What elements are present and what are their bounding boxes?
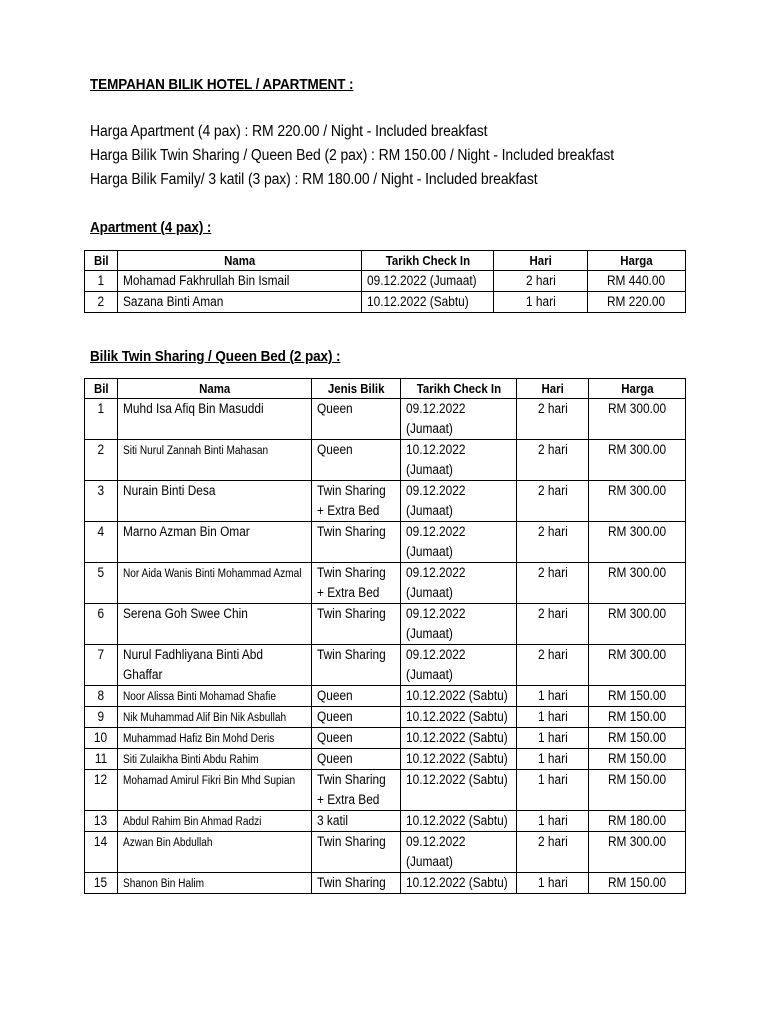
cell-hari: 2 hari: [517, 440, 589, 481]
table-row: [85, 728, 686, 749]
cell-harga: RM 300.00: [589, 604, 686, 645]
cell-bil: 4: [85, 522, 118, 563]
cell-tarikh: 10.12.2022 (Sabtu): [401, 770, 517, 811]
cell-jenis-bilik: Twin Sharing + Extra Bed: [312, 563, 401, 604]
cell-nama: Marno Azman Bin Omar: [118, 522, 312, 563]
header-hari: Hari: [494, 251, 588, 271]
cell-jenis-bilik: Queen: [312, 440, 401, 481]
cell-tarikh: 10.12.2022 (Sabtu): [401, 873, 517, 894]
cell-nama: Nurul Fadhliyana Binti Abd Ghaffar: [118, 645, 312, 686]
cell-hari: 1 hari: [517, 749, 589, 770]
cell-tarikh: 09.12.2022 (Jumaat): [362, 271, 494, 292]
cell-nama: Abdul Rahim Bin Ahmad Radzi: [118, 811, 312, 832]
cell-bil: 3: [85, 481, 118, 522]
header-bil: Bil: [85, 379, 118, 399]
table-row: [85, 271, 686, 292]
cell-bil: 10: [85, 728, 118, 749]
cell-hari: 1 hari: [517, 686, 589, 707]
cell-hari: 1 hari: [517, 770, 589, 811]
header-hari: Hari: [517, 379, 589, 399]
cell-nama: Nor Aida Wanis Binti Mohammad Azmal: [118, 563, 312, 604]
table-row: [85, 399, 686, 440]
cell-jenis-bilik: Twin Sharing: [312, 522, 401, 563]
cell-tarikh: 09.12.2022 (Jumaat): [401, 522, 517, 563]
price-twin-queen: Harga Bilik Twin Sharing / Queen Bed (2 pax) : RM 150.00 / Night - Included breakfast: [90, 147, 615, 164]
cell-harga: RM 150.00: [589, 749, 686, 770]
table-row: [85, 749, 686, 770]
cell-hari: 2 hari: [517, 645, 589, 686]
cell-hari: 2 hari: [517, 563, 589, 604]
table-row: [85, 873, 686, 894]
cell-nama: Nik Muhammad Alif Bin Nik Asbullah: [118, 707, 312, 728]
cell-hari: 2 hari: [517, 481, 589, 522]
cell-bil: 14: [85, 832, 118, 873]
cell-jenis-bilik: Twin Sharing + Extra Bed: [312, 770, 401, 811]
cell-jenis-bilik: Queen: [312, 749, 401, 770]
document-title: TEMPAHAN BILIK HOTEL / APARTMENT :: [90, 76, 354, 93]
cell-nama: Siti Zulaikha Binti Abdu Rahim: [118, 749, 312, 770]
cell-jenis-bilik: 3 katil: [312, 811, 401, 832]
cell-tarikh: 10.12.2022 (Sabtu): [401, 728, 517, 749]
cell-tarikh: 09.12.2022 (Jumaat): [401, 563, 517, 604]
cell-tarikh: 10.12.2022 (Sabtu): [401, 707, 517, 728]
apartment-table: [84, 250, 686, 313]
cell-tarikh: 10.12.2022 (Sabtu): [362, 292, 494, 313]
cell-bil: 7: [85, 645, 118, 686]
price-family: Harga Bilik Family/ 3 katil (3 pax) : RM 180.00 / Night - Included breakfast: [90, 171, 538, 188]
cell-tarikh: 09.12.2022 (Jumaat): [401, 604, 517, 645]
apartment-heading: Apartment (4 pax) :: [90, 219, 212, 236]
cell-harga: RM 300.00: [589, 481, 686, 522]
cell-nama: Azwan Bin Abdullah: [118, 832, 312, 873]
header-jenis-bilik: Jenis Bilik: [312, 379, 401, 399]
cell-harga: RM 180.00: [589, 811, 686, 832]
cell-harga: RM 150.00: [589, 728, 686, 749]
twin-queen-table: [84, 378, 686, 894]
cell-harga: RM 300.00: [589, 645, 686, 686]
cell-harga: RM 300.00: [589, 399, 686, 440]
cell-bil: 13: [85, 811, 118, 832]
header-nama: Nama: [118, 379, 312, 399]
header-harga: Harga: [588, 251, 686, 271]
cell-tarikh: 09.12.2022 (Jumaat): [401, 645, 517, 686]
cell-tarikh: 10.12.2022 (Sabtu): [401, 749, 517, 770]
cell-hari: 2 hari: [517, 604, 589, 645]
cell-hari: 2 hari: [517, 832, 589, 873]
table-row: [85, 832, 686, 873]
cell-bil: 12: [85, 770, 118, 811]
cell-harga: RM 300.00: [589, 832, 686, 873]
cell-bil: 8: [85, 686, 118, 707]
cell-hari: 1 hari: [494, 292, 588, 313]
cell-harga: RM 150.00: [589, 770, 686, 811]
table-row: [85, 440, 686, 481]
cell-bil: 1: [85, 271, 118, 292]
cell-jenis-bilik: Twin Sharing: [312, 873, 401, 894]
cell-jenis-bilik: Twin Sharing: [312, 604, 401, 645]
cell-nama: Muhd Isa Afiq Bin Masuddi: [118, 399, 312, 440]
cell-hari: 1 hari: [517, 811, 589, 832]
table-row: [85, 811, 686, 832]
header-bil: Bil: [85, 251, 118, 271]
cell-harga: RM 150.00: [589, 707, 686, 728]
cell-nama: Nurain Binti Desa: [118, 481, 312, 522]
cell-harga: RM 300.00: [589, 440, 686, 481]
table-row: [85, 686, 686, 707]
cell-bil: 9: [85, 707, 118, 728]
cell-bil: 1: [85, 399, 118, 440]
cell-nama: Shanon Bin Halim: [118, 873, 312, 894]
cell-jenis-bilik: Twin Sharing: [312, 832, 401, 873]
cell-nama: Sazana Binti Aman: [118, 292, 362, 313]
cell-jenis-bilik: Queen: [312, 707, 401, 728]
cell-bil: 11: [85, 749, 118, 770]
cell-hari: 1 hari: [517, 873, 589, 894]
header-harga: Harga: [589, 379, 686, 399]
price-apartment: Harga Apartment (4 pax) : RM 220.00 / Night - Included breakfast: [90, 123, 488, 140]
header-nama: Nama: [118, 251, 362, 271]
cell-bil: 15: [85, 873, 118, 894]
cell-hari: 1 hari: [517, 728, 589, 749]
table-row: [85, 707, 686, 728]
header-tarikh: Tarikh Check In: [362, 251, 494, 271]
table-row: [85, 481, 686, 522]
twin-heading: Bilik Twin Sharing / Queen Bed (2 pax) :: [90, 348, 341, 365]
table-row: [85, 604, 686, 645]
table-row: [85, 645, 686, 686]
table-row: [85, 770, 686, 811]
cell-hari: 2 hari: [517, 522, 589, 563]
cell-nama: Muhammad Hafiz Bin Mohd Deris: [118, 728, 312, 749]
cell-bil: 5: [85, 563, 118, 604]
table-header-row: [85, 251, 686, 271]
cell-nama: Siti Nurul Zannah Binti Mahasan: [118, 440, 312, 481]
cell-hari: 1 hari: [517, 707, 589, 728]
cell-hari: 2 hari: [517, 399, 589, 440]
cell-tarikh: 10.12.2022 (Sabtu): [401, 686, 517, 707]
cell-harga: RM 440.00: [588, 271, 686, 292]
cell-harga: RM 220.00: [588, 292, 686, 313]
cell-jenis-bilik: Queen: [312, 399, 401, 440]
cell-jenis-bilik: Twin Sharing: [312, 645, 401, 686]
cell-tarikh: 10.12.2022 (Jumaat): [401, 440, 517, 481]
cell-harga: RM 300.00: [589, 563, 686, 604]
cell-tarikh: 09.12.2022 (Jumaat): [401, 832, 517, 873]
cell-tarikh: 10.12.2022 (Sabtu): [401, 811, 517, 832]
cell-nama: Mohamad Fakhrullah Bin Ismail: [118, 271, 362, 292]
cell-harga: RM 300.00: [589, 522, 686, 563]
table-row: [85, 563, 686, 604]
header-tarikh: Tarikh Check In: [401, 379, 517, 399]
cell-tarikh: 09.12.2022 (Jumaat): [401, 481, 517, 522]
cell-nama: Noor Alissa Binti Mohamad Shafie: [118, 686, 312, 707]
table-row: [85, 522, 686, 563]
cell-jenis-bilik: Queen: [312, 728, 401, 749]
table-header-row: [85, 379, 686, 399]
cell-bil: 2: [85, 440, 118, 481]
cell-jenis-bilik: Queen: [312, 686, 401, 707]
table-row: [85, 292, 686, 313]
cell-harga: RM 150.00: [589, 686, 686, 707]
cell-bil: 6: [85, 604, 118, 645]
cell-harga: RM 150.00: [589, 873, 686, 894]
cell-jenis-bilik: Twin Sharing + Extra Bed: [312, 481, 401, 522]
cell-tarikh: 09.12.2022 (Jumaat): [401, 399, 517, 440]
cell-nama: Serena Goh Swee Chin: [118, 604, 312, 645]
cell-hari: 2 hari: [494, 271, 588, 292]
cell-nama: Mohamad Amirul Fikri Bin Mhd Supian: [118, 770, 312, 811]
cell-bil: 2: [85, 292, 118, 313]
